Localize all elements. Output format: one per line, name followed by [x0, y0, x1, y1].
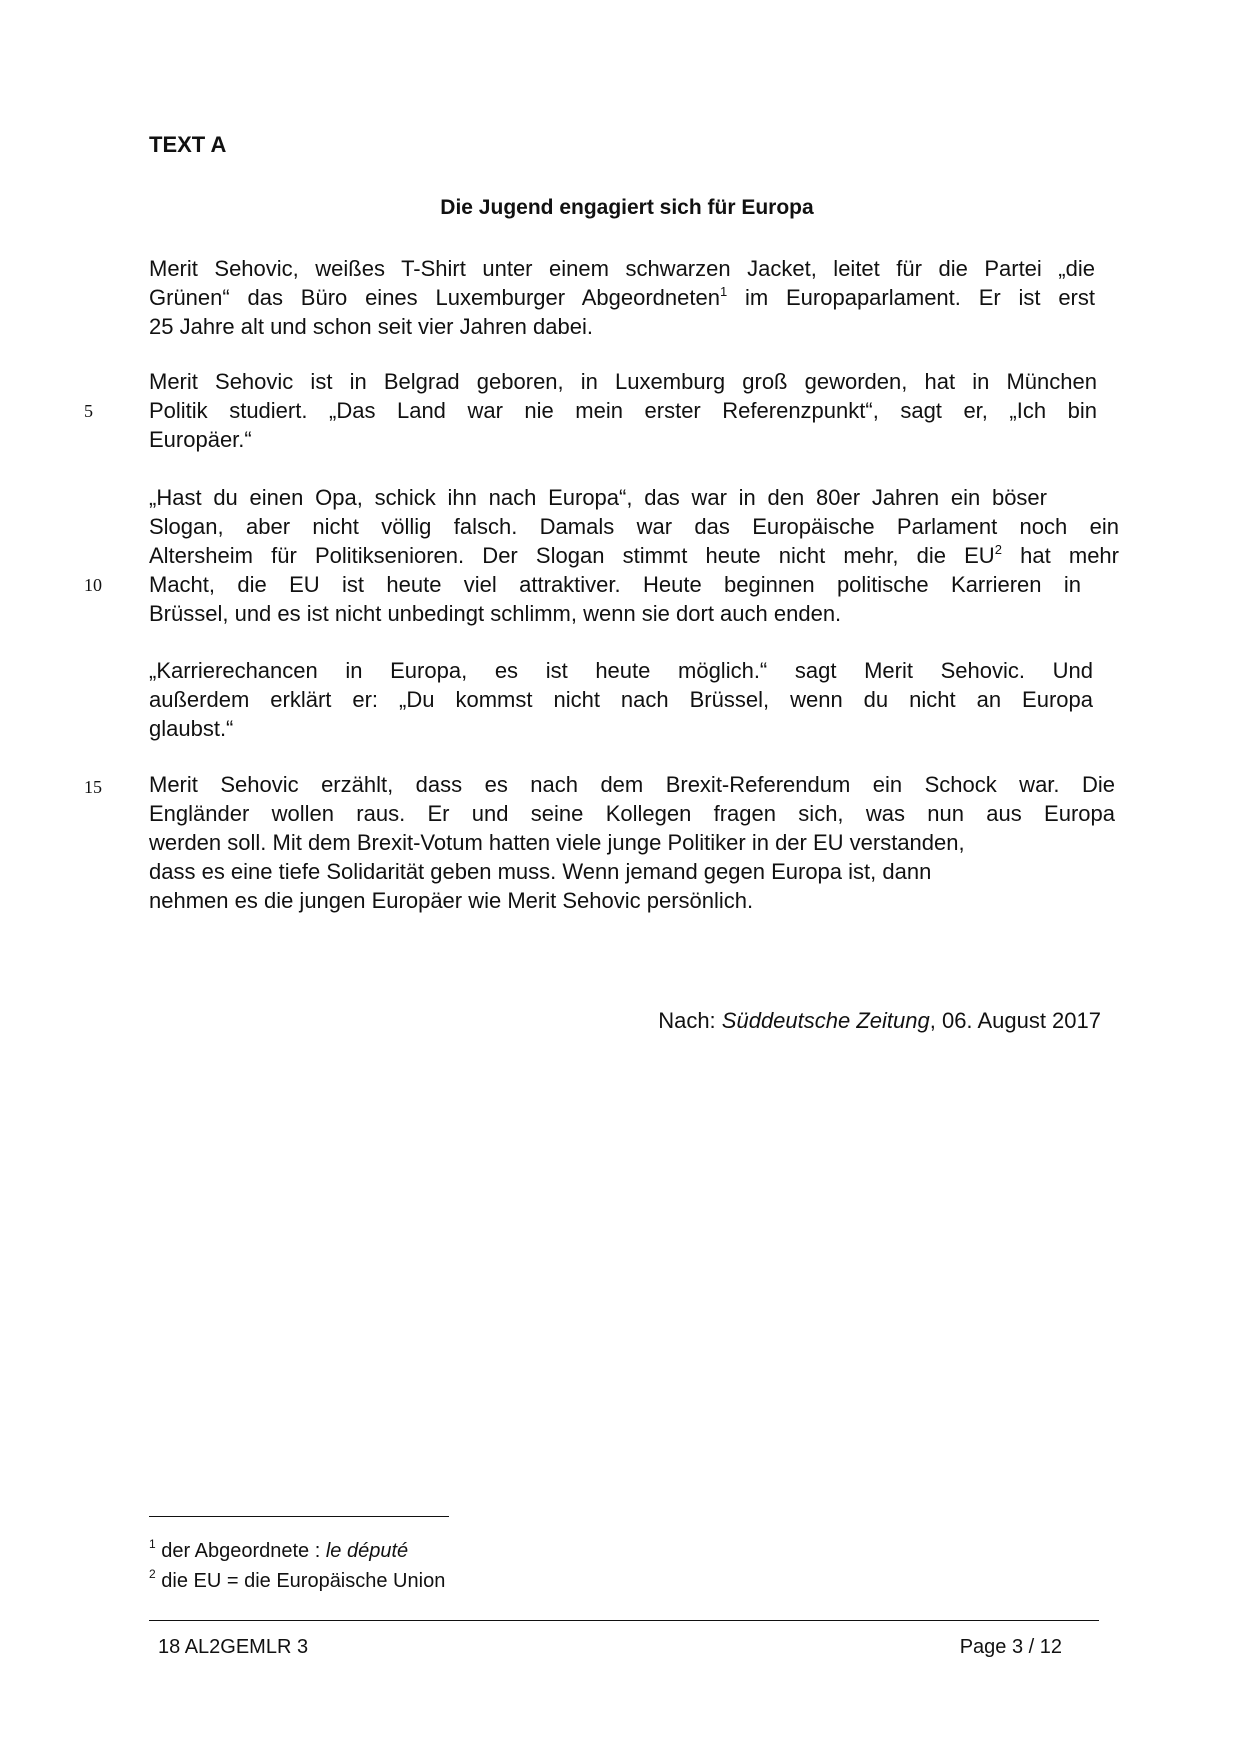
line-number: 15 [84, 777, 102, 797]
footer-separator [149, 1620, 1099, 1621]
paragraph-4 [149, 656, 1093, 743]
section-label: TEXT A [149, 132, 227, 157]
paragraph-line: 25 Jahre alt und schon seit vier Jahren dabei. [149, 314, 593, 339]
paragraph-line: Merit Sehovic ist in Belgrad geboren, in Luxemburg groß geworden, hat in München [149, 369, 1097, 394]
paragraph-line: nehmen es die jungen Europäer wie Merit Sehovic persönlich. [149, 888, 754, 913]
paragraph-line: Merit Sehovic erzählt, dass es nach dem Brexit-Referendum ein Schock war. Die [149, 772, 1115, 797]
paragraph-line: Engländer wollen raus. Er und seine Kollegen fragen sich, was nun aus Europa [149, 801, 1115, 826]
line-number: 5 [84, 401, 93, 421]
source-citation: Nach: Süddeutsche Zeitung, 06. August 2017 [658, 1008, 1101, 1033]
paragraph-line: „Karrierechancen in Europa, es ist heute möglich.“ sagt Merit Sehovic. Und [149, 658, 1093, 683]
paragraph-line: Altersheim für Politiksenioren. Der Slogan stimmt heute nicht mehr, die $EU^2$ hat mehr [149, 541, 1119, 568]
footnote-ref: 2 [994, 541, 1002, 557]
paragraph-line: Brüssel, und es ist nicht unbedingt schlimm, wenn sie dort auch enden. [149, 601, 842, 626]
paragraph-line: „Hast du einen Opa, schick ihn nach Europa“, das war in den 80er Jahren ein böser [149, 485, 1047, 510]
paragraph-line: Politik studiert. „Das Land war nie mein erster Referenzpunkt“, sagt er, „Ich bin [149, 398, 1097, 423]
paragraph-line: Grünen“ das Büro eines Luxemburger Abgeordneten$^1$ im Europaparlament. Er ist erst [149, 283, 1095, 310]
paragraph-5 [149, 770, 1115, 915]
paragraph-line: werden soll. Mit dem Brexit-Votum hatten viele junge Politiker in der EU verstanden, [149, 830, 965, 855]
article-title: Die Jugend engagiert sich für Europa [440, 196, 814, 219]
paragraph-line: Merit Sehovic, weißes T-Shirt unter einem schwarzen Jacket, leitet für die Partei „die [149, 256, 1095, 281]
line-number: 10 [84, 575, 102, 595]
paragraph-3 [149, 483, 1119, 628]
paragraph-line: dass es eine tiefe Solidarität geben muss. Wenn jemand gegen Europa ist, dann [149, 859, 932, 884]
footnote-translation: le député [325, 1540, 409, 1562]
paragraph-1 [149, 254, 1095, 341]
paragraph-2 [149, 367, 1097, 454]
paragraph-line: Slogan, aber nicht völlig falsch. Damals war das Europäische Parlament noch ein [149, 514, 1119, 539]
paragraph-line: glaubst.“ [149, 716, 234, 741]
paragraph-line: außerdem erklärt er: „Du kommst nicht nach Brüssel, wenn du nicht an Europa [149, 687, 1093, 712]
page-number: Page 3 / 12 [959, 1636, 1062, 1658]
paragraph-line: Macht, die EU ist heute viel attraktiver. Heute beginnen politische Karrieren in [149, 572, 1081, 597]
paragraph-line: Europäer.“ [149, 427, 252, 452]
publication-name: Süddeutsche Zeitung [721, 1008, 930, 1033]
exam-code: 18 AL2GEMLR 3 [158, 1636, 309, 1658]
footnote-1: $^1$ der Abgeordnete : le député [149, 1537, 409, 1562]
footnote-2: $^2$ die EU = die Europäische Union [149, 1567, 446, 1592]
footnote-ref: 1 [719, 283, 728, 299]
footnote-separator [149, 1516, 449, 1517]
